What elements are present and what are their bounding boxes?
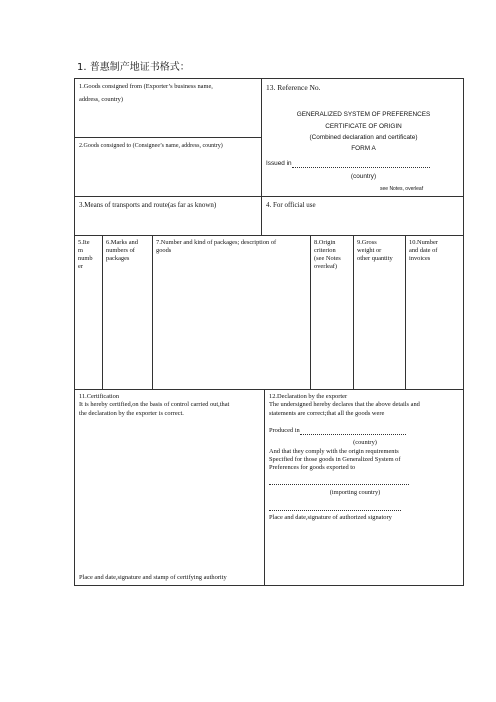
box-12-line3: And that they comply with the origin requirements <box>269 448 399 455</box>
importing-country-label: (importing country) <box>329 489 381 496</box>
produced-in-text: Produced in <box>269 427 300 434</box>
produced-in-label <box>269 427 406 435</box>
box-4-label: 4. For official use <box>266 201 316 209</box>
col-8-l3: (see Notes <box>314 255 341 262</box>
box-12-title: 12.Declaration by the exporter <box>269 393 348 400</box>
col-7-l2: goods <box>156 247 172 254</box>
col-6-l2: numbers of <box>106 247 135 254</box>
col-8-l4: overleaf) <box>314 263 338 270</box>
col-10-l2: and date of <box>409 247 438 254</box>
col-5-l4: er <box>78 263 83 270</box>
country-label: (country) <box>350 173 377 180</box>
col-6-l1: 6.Marks and <box>106 239 138 246</box>
col-10-l3: invoices <box>409 255 431 262</box>
box-4-official-use[interactable] <box>261 196 464 236</box>
box-1-label-line2: address, country) <box>79 96 124 103</box>
box-11-line2: the declaration by the exporter is correct. <box>79 410 184 417</box>
page-heading: 1. 普惠制产地证书格式： <box>77 62 190 73</box>
col-5-l3: numb <box>78 255 93 262</box>
col-10-l1: 10.Number <box>409 239 438 246</box>
box-11-title: 11.Certification <box>79 393 120 400</box>
certificate-title: CERTIFICATE OF ORIGIN <box>325 123 402 130</box>
col-8-origin-criterion[interactable] <box>310 235 354 390</box>
box-1-exporter[interactable] <box>74 78 262 138</box>
box-12-country-label: (country) <box>353 439 377 446</box>
col-9-l3: other quantity <box>357 255 393 262</box>
col-5-item-number[interactable] <box>74 235 103 390</box>
col-7-description[interactable] <box>152 235 311 390</box>
issued-in-label <box>266 160 430 168</box>
col-8-l2: criterion <box>314 247 336 254</box>
issued-in-text: Issued in <box>266 160 292 167</box>
notes-overleaf: see Notes, overleaf <box>380 186 424 192</box>
box-12-declaration[interactable] <box>264 389 464 586</box>
box-12-signature-label: Place and date,signature of authorized signatory <box>269 514 392 521</box>
box-3-label: 3.Means of transports and route(as far as known) <box>79 201 217 209</box>
gsp-title: GENERALIZED SYSTEM OF PREFERENCES <box>296 111 431 118</box>
box-13-title: 13. Reference No. <box>266 83 321 92</box>
box-2-consignee[interactable] <box>74 137 262 197</box>
col-9-l1: 9.Gross <box>357 239 377 246</box>
box-11-signature-label: Place and date,signature and stamp of certifying authority <box>79 574 227 581</box>
col-9-l2: weight or <box>357 247 382 254</box>
box-12-line2: statements are correct;that all the goods were <box>269 410 385 417</box>
signature-field[interactable] <box>269 504 401 511</box>
box-11-certification[interactable] <box>74 389 265 586</box>
box-13-reference[interactable] <box>261 78 464 197</box>
box-12-line4: Specified for those goods in Generalized System of <box>269 456 401 463</box>
col-6-marks[interactable] <box>102 235 153 390</box>
issued-in-field[interactable] <box>292 161 430 168</box>
box-12-line5: Preferences for goods exported to <box>269 464 356 471</box>
col-5-l1: 5.Ite <box>78 239 90 246</box>
col-6-l3: packages <box>106 255 130 262</box>
col-5-l2: m <box>78 247 83 254</box>
col-8-l1: 8.Origin <box>314 239 336 246</box>
combined-note: (Combined declaration and certificate) <box>309 134 418 141</box>
box-2-label: 2.Goods consigned to (Consignee’s name, address, country) <box>79 143 223 149</box>
exported-to-field[interactable] <box>269 478 409 485</box>
box-1-label-line1: 1.Goods consigned from (Exporter’s business name, <box>79 83 213 90</box>
box-12-line1: The undersigned hereby declares that the above details and <box>269 401 420 408</box>
form-a-label: FORM A <box>351 145 376 152</box>
col-7-l1: 7.Number and kind of packages; description of <box>156 239 277 246</box>
col-9-gross-weight[interactable] <box>353 235 406 390</box>
box-11-line1: It is hereby certified,on the basis of control carried out,that <box>79 401 230 408</box>
box-3-transport[interactable] <box>74 196 262 236</box>
produced-in-field[interactable] <box>300 428 406 435</box>
col-10-invoices[interactable] <box>405 235 464 390</box>
